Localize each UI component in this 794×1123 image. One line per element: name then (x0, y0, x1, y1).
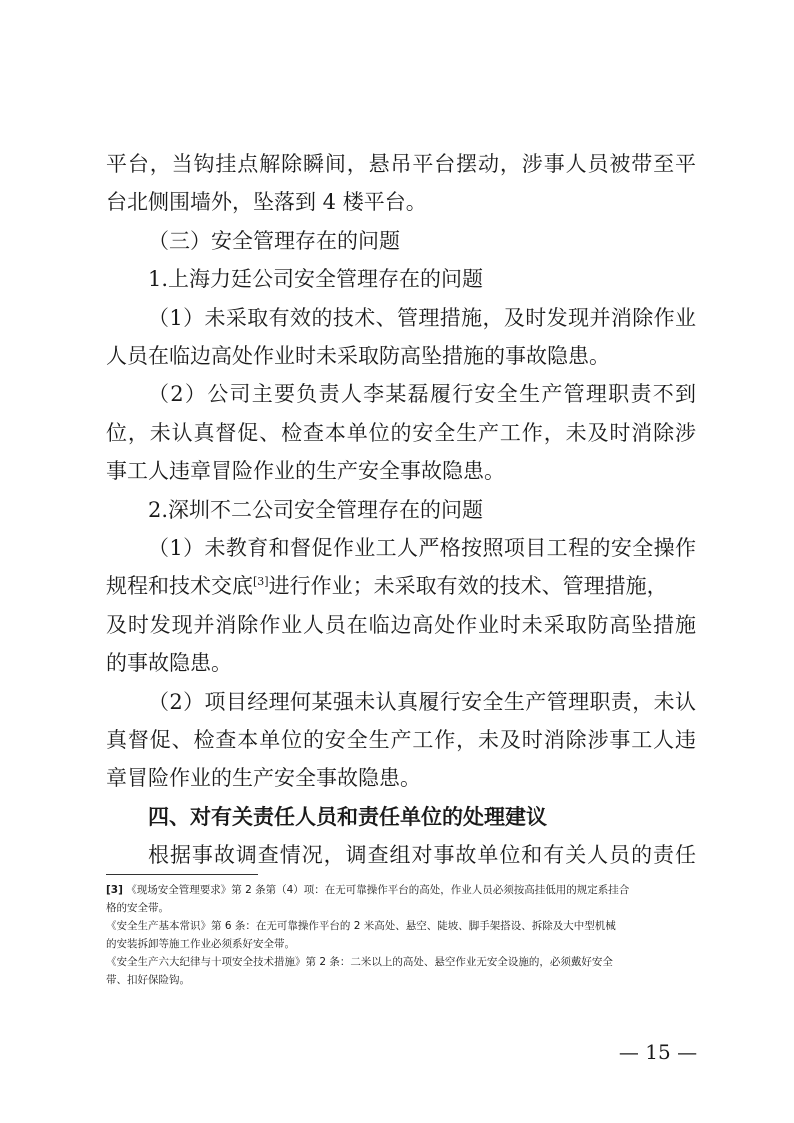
body-line: 章冒险作业的生产安全事故隐患。 (106, 766, 421, 790)
footnote-text: 《现场安全管理要求》第 2 条第（4）项：在无可靠操作平台的高处，作业人员必须按高挂低用的规定系挂合 (126, 884, 630, 896)
subsection-heading-1: 1.上海力廷公司安全管理存在的问题 (148, 267, 484, 291)
body-line: 位，未认真督促、检查本单位的安全生产工作，未及时消除涉 (106, 421, 696, 445)
body-line: （2）公司主要负责人李某磊履行安全生产管理职责不到 (148, 382, 696, 406)
body-line: （2）项目经理何某强未认真履行安全生产管理职责，未认 (148, 690, 696, 714)
body-text: 规程和技术交底 (106, 574, 253, 598)
body-line: 根据事故调查情况，调查组对事故单位和有关人员的责任 (148, 843, 696, 867)
body-line: 真督促、检查本单位的安全生产工作，未及时消除涉事工人违 (106, 728, 696, 752)
body-line: （1）未教育和督促作业工人严格按照项目工程的安全操作 (148, 536, 696, 560)
subsection-heading-2: 2.深圳不二公司安全管理存在的问题 (148, 498, 484, 522)
body-line: 人员在临边高处作业时未采取防高坠措施的事故隐患。 (106, 344, 610, 368)
section-heading-3: （三）安全管理存在的问题 (148, 229, 400, 253)
footnote-line: 《安全生产六大纪律与十项安全技术措施》第 2 条：二米以上的高处、悬空作业无安全设施的，必须戴好安全 (106, 956, 613, 968)
body-line: 事工人违章冒险作业的生产安全事故隐患。 (106, 459, 505, 483)
footnote-marker: [3] (106, 884, 123, 896)
footnote-line: 的安装拆卸等施工作业必须系好安全带。 (106, 938, 295, 950)
footnote-divider (106, 874, 258, 875)
footnote-line (106, 883, 696, 898)
footnote-reference[interactable]: [3] (253, 575, 269, 588)
footnote-line: 格的安全带。 (106, 902, 169, 914)
body-line: 及时发现并消除作业人员在临边高处作业时未采取防高坠措施 (106, 613, 696, 637)
body-line-with-footnote (106, 572, 696, 600)
body-line: 的事故隐患。 (106, 651, 232, 675)
page-number: — 15 — (618, 1040, 698, 1064)
body-line: 平台，当钩挂点解除瞬间，悬吊平台摆动，涉事人员被带至平 (106, 152, 696, 176)
body-text: 进行作业；未采取有效的技术、管理措施， (268, 574, 668, 598)
body-line: （1）未采取有效的技术、管理措施，及时发现并消除作业 (148, 306, 696, 330)
body-line: 台北侧围墙外，坠落到 4 楼平台。 (106, 190, 427, 214)
footnote-line: 带、扣好保险钩。 (106, 974, 190, 986)
footnote-line: 《安全生产基本常识》第 6 条：在无可靠操作平台的 2 米高处、悬空、陡坡、脚手架搭设、拆除及大中型机械 (106, 920, 616, 932)
section-heading-4: 四、对有关责任人员和责任单位的处理建议 (148, 805, 547, 829)
